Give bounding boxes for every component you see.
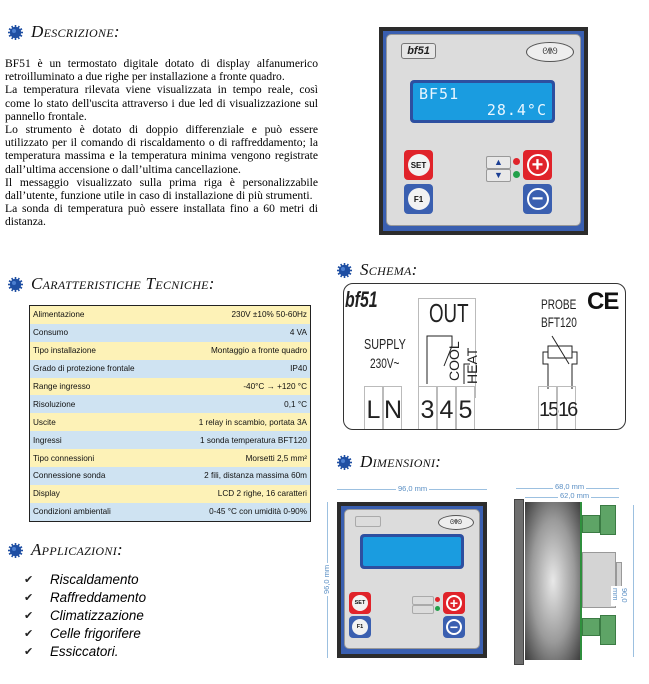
- depth-total-label: 68,0 mm: [555, 482, 585, 491]
- application-label: Celle frigorifere: [50, 626, 141, 641]
- terminal-3: 3: [418, 386, 437, 429]
- gear-bullet-icon: [337, 263, 352, 278]
- spec-label: Tipo connessioni: [33, 453, 95, 463]
- spec-value: 0,1 °C: [284, 399, 307, 409]
- list-item: [24, 643, 146, 661]
- application-label: Raffreddamento: [50, 590, 147, 605]
- manufacturer-logo-icon: ᘛᘚ: [526, 42, 574, 62]
- minus-button: [443, 616, 465, 638]
- spec-value: 0-45 °C con umidità 0-90%: [209, 507, 307, 517]
- supply-label: SUPPLY: [364, 336, 406, 353]
- cool-label: COOL: [446, 341, 462, 381]
- device-faceplate: [386, 34, 581, 226]
- description-paragraph: La temperatura rilevata viene visualizzata in tempo reale, così come lo stato dell'uscita attraverso i due led di visualizzazione sul pannello frontale.: [5, 83, 318, 123]
- led-green-indicator: [513, 171, 520, 178]
- table-row: [30, 413, 311, 431]
- spec-value: 1 relay in scambio, portata 3A: [198, 417, 307, 427]
- lcd-line-2: 28.4°C: [486, 101, 547, 119]
- schema-model-label: bf51: [345, 287, 378, 312]
- table-row: [30, 467, 311, 485]
- application-label: Riscaldamento: [50, 572, 139, 587]
- spec-label: Connessione sonda: [33, 471, 106, 481]
- lcd-frame: [410, 80, 555, 123]
- minus-icon: −: [446, 619, 462, 635]
- probe-model-label: BFT120: [541, 314, 577, 330]
- plus-icon: +: [446, 595, 462, 611]
- plus-button: [443, 592, 465, 614]
- probe-label: PROBE: [541, 296, 577, 312]
- table-row: [30, 378, 311, 396]
- set-button-label: SET: [352, 595, 368, 611]
- checkmark-icon: ✔: [24, 592, 34, 604]
- set-button-label: SET: [408, 154, 430, 176]
- terminal-16: 16: [557, 386, 576, 429]
- f1-button-label: F1: [352, 619, 368, 635]
- section-header-caratteristiche: [8, 274, 215, 294]
- lcd-display: [413, 83, 552, 120]
- probe-symbol-icon: [539, 334, 589, 389]
- led-red-indicator: [513, 158, 520, 165]
- section-title: Applicazioni:: [31, 540, 123, 559]
- device-front-image: [379, 27, 588, 235]
- spec-label: Tipo installazione: [33, 346, 96, 356]
- led-red-indicator: [435, 597, 440, 602]
- section-title: Descrizione:: [31, 22, 120, 41]
- table-row: [30, 449, 311, 467]
- gear-bullet-icon: [8, 25, 23, 40]
- minus-button[interactable]: [523, 184, 552, 214]
- section-title: Schema:: [360, 260, 418, 279]
- application-label: Essiccatori.: [50, 644, 119, 659]
- list-item: [24, 625, 146, 643]
- table-row: [30, 395, 311, 413]
- spec-label: Condizioni ambientali: [33, 507, 111, 517]
- section-header-applicazioni: [8, 540, 123, 560]
- lcd-line-1: BF51: [419, 85, 460, 103]
- spec-label: Grado di protezione frontale: [33, 364, 135, 374]
- arrow-down-icon: ▼: [486, 169, 511, 182]
- output-terminals: [418, 386, 475, 429]
- side-body: [525, 502, 581, 660]
- table-row: [30, 306, 311, 324]
- terminal-l: L: [364, 386, 383, 429]
- spec-value: 1 sonda temperatura BFT120: [200, 435, 307, 445]
- terminal-block: [582, 515, 600, 533]
- terminal-4: 4: [437, 386, 456, 429]
- section-title: Caratteristiche Tecniche:: [31, 274, 215, 293]
- table-row: [30, 342, 311, 360]
- side-flange: [514, 499, 524, 665]
- table-row: [30, 503, 311, 521]
- spec-label: Consumo: [33, 328, 69, 338]
- gear-bullet-icon: [337, 455, 352, 470]
- section-header-schema: [337, 260, 418, 280]
- wiring-schema: [343, 283, 626, 430]
- arrow-up-icon: ▲: [486, 156, 511, 169]
- section-header-dimensioni: [337, 452, 441, 472]
- spec-value: Morsetti 2,5 mm²: [245, 453, 307, 463]
- list-item: [24, 607, 146, 625]
- spec-value: 4 VA: [289, 328, 307, 338]
- spec-label: Ingressi: [33, 435, 62, 445]
- checkmark-icon: ✔: [24, 610, 34, 622]
- description-paragraph: BF51 è un termostato digitale dotato di display alfanumerico retroilluminato a due righe per installazione a fronte quadro.: [5, 57, 318, 84]
- f1-button[interactable]: [404, 184, 433, 214]
- f1-button-label: F1: [408, 188, 430, 210]
- section-header-descrizione: [8, 22, 120, 42]
- arrow-up-placeholder: [412, 596, 434, 605]
- front-height-label: 96,0 mm: [322, 564, 331, 594]
- out-label: OUT: [429, 298, 469, 328]
- depth-body-label: 62,0 mm: [560, 491, 590, 500]
- device-brand-label: bf51: [401, 43, 436, 59]
- plus-button[interactable]: [523, 150, 552, 180]
- checkmark-icon: ✔: [24, 646, 34, 658]
- description-paragraph: Lo strumento è dotato di doppio differenziale e può essere utilizzato per il comando di riscaldamento o di raffreddamento; la temperatura massima e la temperatura minima vengono registrate dall’ultima accensione o dall’ultima cancellazione.: [5, 123, 318, 176]
- brand-label-placeholder: [355, 516, 381, 527]
- terminal-15: 15: [538, 386, 557, 429]
- list-item: [24, 571, 146, 589]
- f1-button: [349, 616, 371, 638]
- spec-label: Range ingresso: [33, 382, 91, 391]
- device-faceplate: [344, 509, 480, 649]
- spec-label: Uscite: [33, 417, 56, 427]
- spec-label: Risoluzione: [33, 399, 76, 409]
- description-paragraph: La sonda di temperatura può essere installata fino a 60 metri di distanza.: [5, 202, 318, 229]
- checkmark-icon: ✔: [24, 574, 34, 586]
- spec-value: LCD 2 righe, 16 caratteri: [217, 489, 307, 499]
- side-height-dimension-line: [633, 505, 634, 657]
- set-button[interactable]: [404, 150, 433, 180]
- checkmark-icon: ✔: [24, 628, 34, 640]
- table-row: [30, 360, 311, 378]
- terminal-5: 5: [456, 386, 475, 429]
- spec-value: IP40: [290, 364, 307, 374]
- set-button: [349, 592, 371, 614]
- led-green-indicator: [435, 606, 440, 611]
- minus-icon: −: [527, 188, 549, 210]
- manufacturer-logo-icon: ᘛᘚ: [438, 515, 474, 530]
- lcd-frame: [360, 534, 464, 569]
- spec-value: 230V ±10% 50-60Hz: [231, 310, 307, 320]
- terminal-block: [600, 615, 616, 645]
- spec-value: Montaggio a fronte quadro: [210, 346, 307, 356]
- voltage-label: 230V~: [370, 355, 400, 371]
- side-height-label: 90,0 mm: [611, 586, 629, 606]
- spec-label: Display: [33, 489, 60, 499]
- list-item: [24, 589, 146, 607]
- terminal-n: N: [383, 386, 402, 429]
- table-row: [30, 431, 311, 449]
- section-title: Dimensioni:: [360, 452, 442, 471]
- plus-icon: +: [527, 154, 549, 176]
- heat-label: HEAT: [464, 347, 480, 384]
- front-width-label: 96,0 mm: [398, 484, 428, 493]
- spec-value: 2 fili, distanza massima 60m: [204, 471, 307, 481]
- supply-terminals: [364, 386, 402, 429]
- table-row: [30, 485, 311, 503]
- description-paragraph: Il messaggio visualizzato sulla prima riga è personalizzabile dall’utente, funzione utile in caso di installazione di più strumenti.: [5, 175, 318, 203]
- terminal-block: [600, 505, 616, 535]
- application-label: Climatizzazione: [50, 608, 144, 623]
- probe-terminals: [538, 386, 576, 429]
- table-row: [30, 324, 311, 342]
- spec-label: Alimentazione: [33, 310, 85, 320]
- lcd-display: [363, 537, 461, 566]
- applications-list: [24, 571, 146, 661]
- description-text: [5, 57, 318, 229]
- gear-bullet-icon: [8, 543, 23, 558]
- spec-value: -40°C → +120 °C: [243, 382, 307, 391]
- spec-table: [29, 305, 311, 522]
- device-front-dimension-drawing: [337, 502, 487, 658]
- ce-mark-icon: CE: [587, 288, 619, 315]
- terminal-block: [582, 618, 600, 636]
- gear-bullet-icon: [8, 277, 23, 292]
- arrow-down-placeholder: [412, 605, 434, 614]
